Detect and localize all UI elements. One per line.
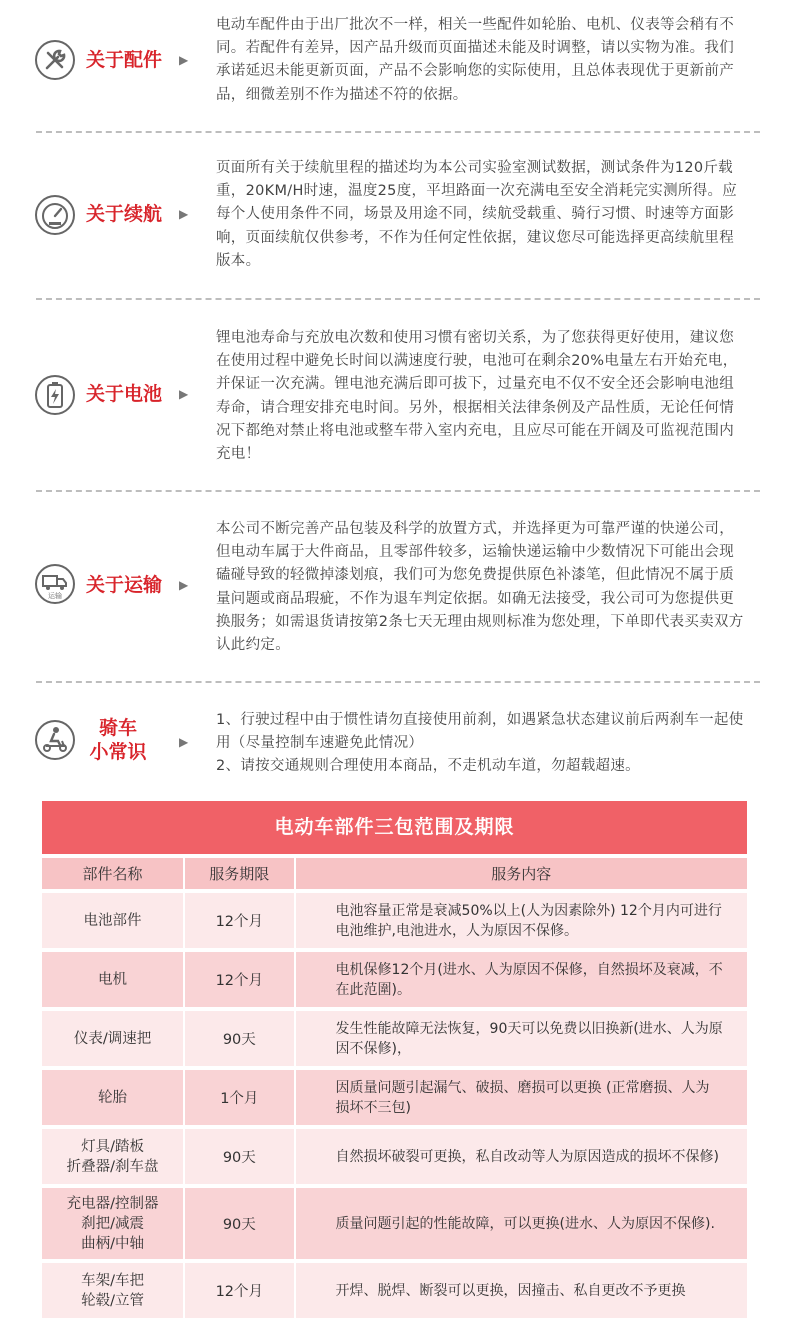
service-content: 因质量问题引起漏气、破损、磨损可以更换 (正常磨损、人为损坏不三包) <box>296 1070 747 1125</box>
notice-title: 关于配件 <box>86 49 163 71</box>
table-row <box>42 952 747 1007</box>
tip-line: 1、行驶过程中由于惯性请勿直接使用前刹，如遇紧急状态建议前后两刹车一起使用（尽量控制车速避免此情况） <box>216 712 744 752</box>
dashed-divider <box>36 490 760 492</box>
table-row <box>42 1129 747 1184</box>
table-row <box>42 1263 747 1318</box>
service-period: 90天 <box>185 1188 293 1259</box>
header-period: 服务期限 <box>185 858 293 889</box>
battery-icon <box>34 374 76 416</box>
notice-title-line: 骑车 <box>98 717 137 739</box>
arrow-right-icon: ▶ <box>179 735 189 749</box>
dashed-divider <box>36 298 760 300</box>
service-content: 发生性能故障无法恢复，90天可以免费以旧换新(进水、人为原因不保修)， <box>296 1011 747 1066</box>
table-row <box>42 1188 747 1259</box>
wrench-icon <box>34 39 76 81</box>
part-name: 轮毂/立管 <box>81 1292 144 1309</box>
part-name: 曲柄/中轴 <box>81 1235 144 1252</box>
table-row <box>42 1070 747 1125</box>
header-part: 部件名称 <box>42 858 183 889</box>
service-period: 12个月 <box>185 952 293 1007</box>
part-name-cell <box>42 1011 183 1066</box>
arrow-right-icon: ▶ <box>179 207 189 221</box>
table-row <box>42 1011 747 1066</box>
arrow-right-icon: ▶ <box>179 387 189 401</box>
warranty-table-title: 电动车部件三包范围及期限 <box>42 801 747 854</box>
arrow-right-icon: ▶ <box>179 578 189 592</box>
speedometer-icon <box>34 194 76 236</box>
tip-line: 2、请按交通规则合理使用本商品，不走机动车道，勿超载超速。 <box>216 758 640 775</box>
service-content: 电机保修12个月(进水、人为原因不保修，自然损坏及衰减，不在此范圍)。 <box>296 952 747 1007</box>
part-name-cell <box>42 1070 183 1125</box>
service-period: 12个月 <box>185 893 293 948</box>
part-name: 电机 <box>98 971 128 988</box>
dashed-divider <box>36 131 760 133</box>
part-name-cell <box>42 1129 183 1184</box>
service-content: 质量问题引起的性能故障，可以更换(进水、人为原因不保修). <box>296 1188 747 1259</box>
part-name: 刹把/减震 <box>81 1215 144 1232</box>
service-period: 90天 <box>185 1011 293 1066</box>
part-name-cell <box>42 1188 183 1259</box>
header-content: 服务内容 <box>296 858 747 889</box>
part-name: 车架/车把 <box>81 1272 144 1289</box>
truck-icon-label: 运输 <box>48 592 62 600</box>
notice-body: 锂电池寿命与充放电次数和使用习惯有密切关系，为了您获得更好使用，建议您在使用过程中避免长时间以满速度行驶，电池可在剩余20%电量左右开始充电，并保证一次充满。锂电池充满后即可拔下，过量充电不仅不安全还会影响电池组寿命，请合理安排充电时间。另外，根据相关法律条例及产品性质，无论任何情况下都绝对禁止将电池或整车带入室内充电，且应尽可能在开阔及可监视范围内充电！ <box>216 330 738 463</box>
notice-title: 关于续航 <box>86 203 163 225</box>
service-content: 自然损坏破裂可更换，私自改动等人为原因造成的损坏不保修) <box>296 1129 747 1184</box>
table-header-row <box>42 858 747 889</box>
rider-icon <box>34 719 76 761</box>
dashed-divider <box>36 681 760 683</box>
service-content: 开焊、脱焊、断裂可以更换，因撞击、私自更改不予更换 <box>296 1263 747 1318</box>
part-name: 轮胎 <box>98 1089 128 1106</box>
notice-title: 关于运输 <box>86 574 163 596</box>
notice-body <box>216 709 748 779</box>
notice-title: 关于电池 <box>86 383 163 405</box>
arrow-right-icon: ▶ <box>179 53 189 67</box>
part-name-cell <box>42 893 183 948</box>
notice-body: 本公司不断完善产品包装及科学的放置方式，并选择更为可靠严谨的快递公司，但电动车属于大件商品，且零部件较多，运输快递运输中少数情况下可能出会现磕碰导致的轻微掉漆划痕，我们可为您免费提供原色补漆笔，但此情况不属于质量问题或商品瑕疵，不作为退车判定依据。如确无法接受，我公司可为您提供更换服务；如需退货请按第2条七天无理由规则标准为您处理，下单即代表买卖双方认此约定。 <box>216 521 744 654</box>
notice-body: 页面所有关于续航里程的描述均为本公司实验室测试数据，测试条件为120斤载重，20KM/H时速，温度25度，平坦路面一次充满电至安全消耗完实测所得。应每个人使用条件不同，场景及用途不同，续航受载重、骑行习惯、时速等方面影响，页面续航仅供参考，不作为任何定性依据，建议您尽可能选择更高续航里程版本。 <box>216 160 738 269</box>
warranty-table <box>42 801 747 1322</box>
service-period: 1个月 <box>185 1070 293 1125</box>
warranty-grid <box>40 854 749 1322</box>
notice-title-line: 小常识 <box>89 741 147 763</box>
part-name: 灯具/踏板 <box>81 1138 144 1155</box>
part-name: 电池部件 <box>83 912 142 929</box>
part-name-cell <box>42 1263 183 1318</box>
service-period: 90天 <box>185 1129 293 1184</box>
part-name: 折叠器/刹车盘 <box>66 1158 159 1175</box>
truck-icon <box>34 563 76 605</box>
part-name: 仪表/调速把 <box>73 1030 152 1047</box>
notice-title <box>82 716 154 764</box>
part-name: 充电器/控制器 <box>66 1195 159 1212</box>
part-name-cell <box>42 952 183 1007</box>
table-row <box>42 893 747 948</box>
notice-body: 电动车配件由于出厂批次不一样，相关一些配件如轮胎、电机、仪表等会稍有不同。若配件有差异，因产品升级而页面描述未能及时调整，请以实物为准。我们承诺延迟未能更新页面，产品不会影响您的实际使用，且总体表现优于更新前产品，细微差别不作为描述不符的依据。 <box>216 17 734 103</box>
service-period: 12个月 <box>185 1263 293 1318</box>
service-content: 电池容量正常是衰减50%以上(人为因素除外) 12个月内可进行电池维护,电池进水，人为原因不保修。 <box>296 893 747 948</box>
